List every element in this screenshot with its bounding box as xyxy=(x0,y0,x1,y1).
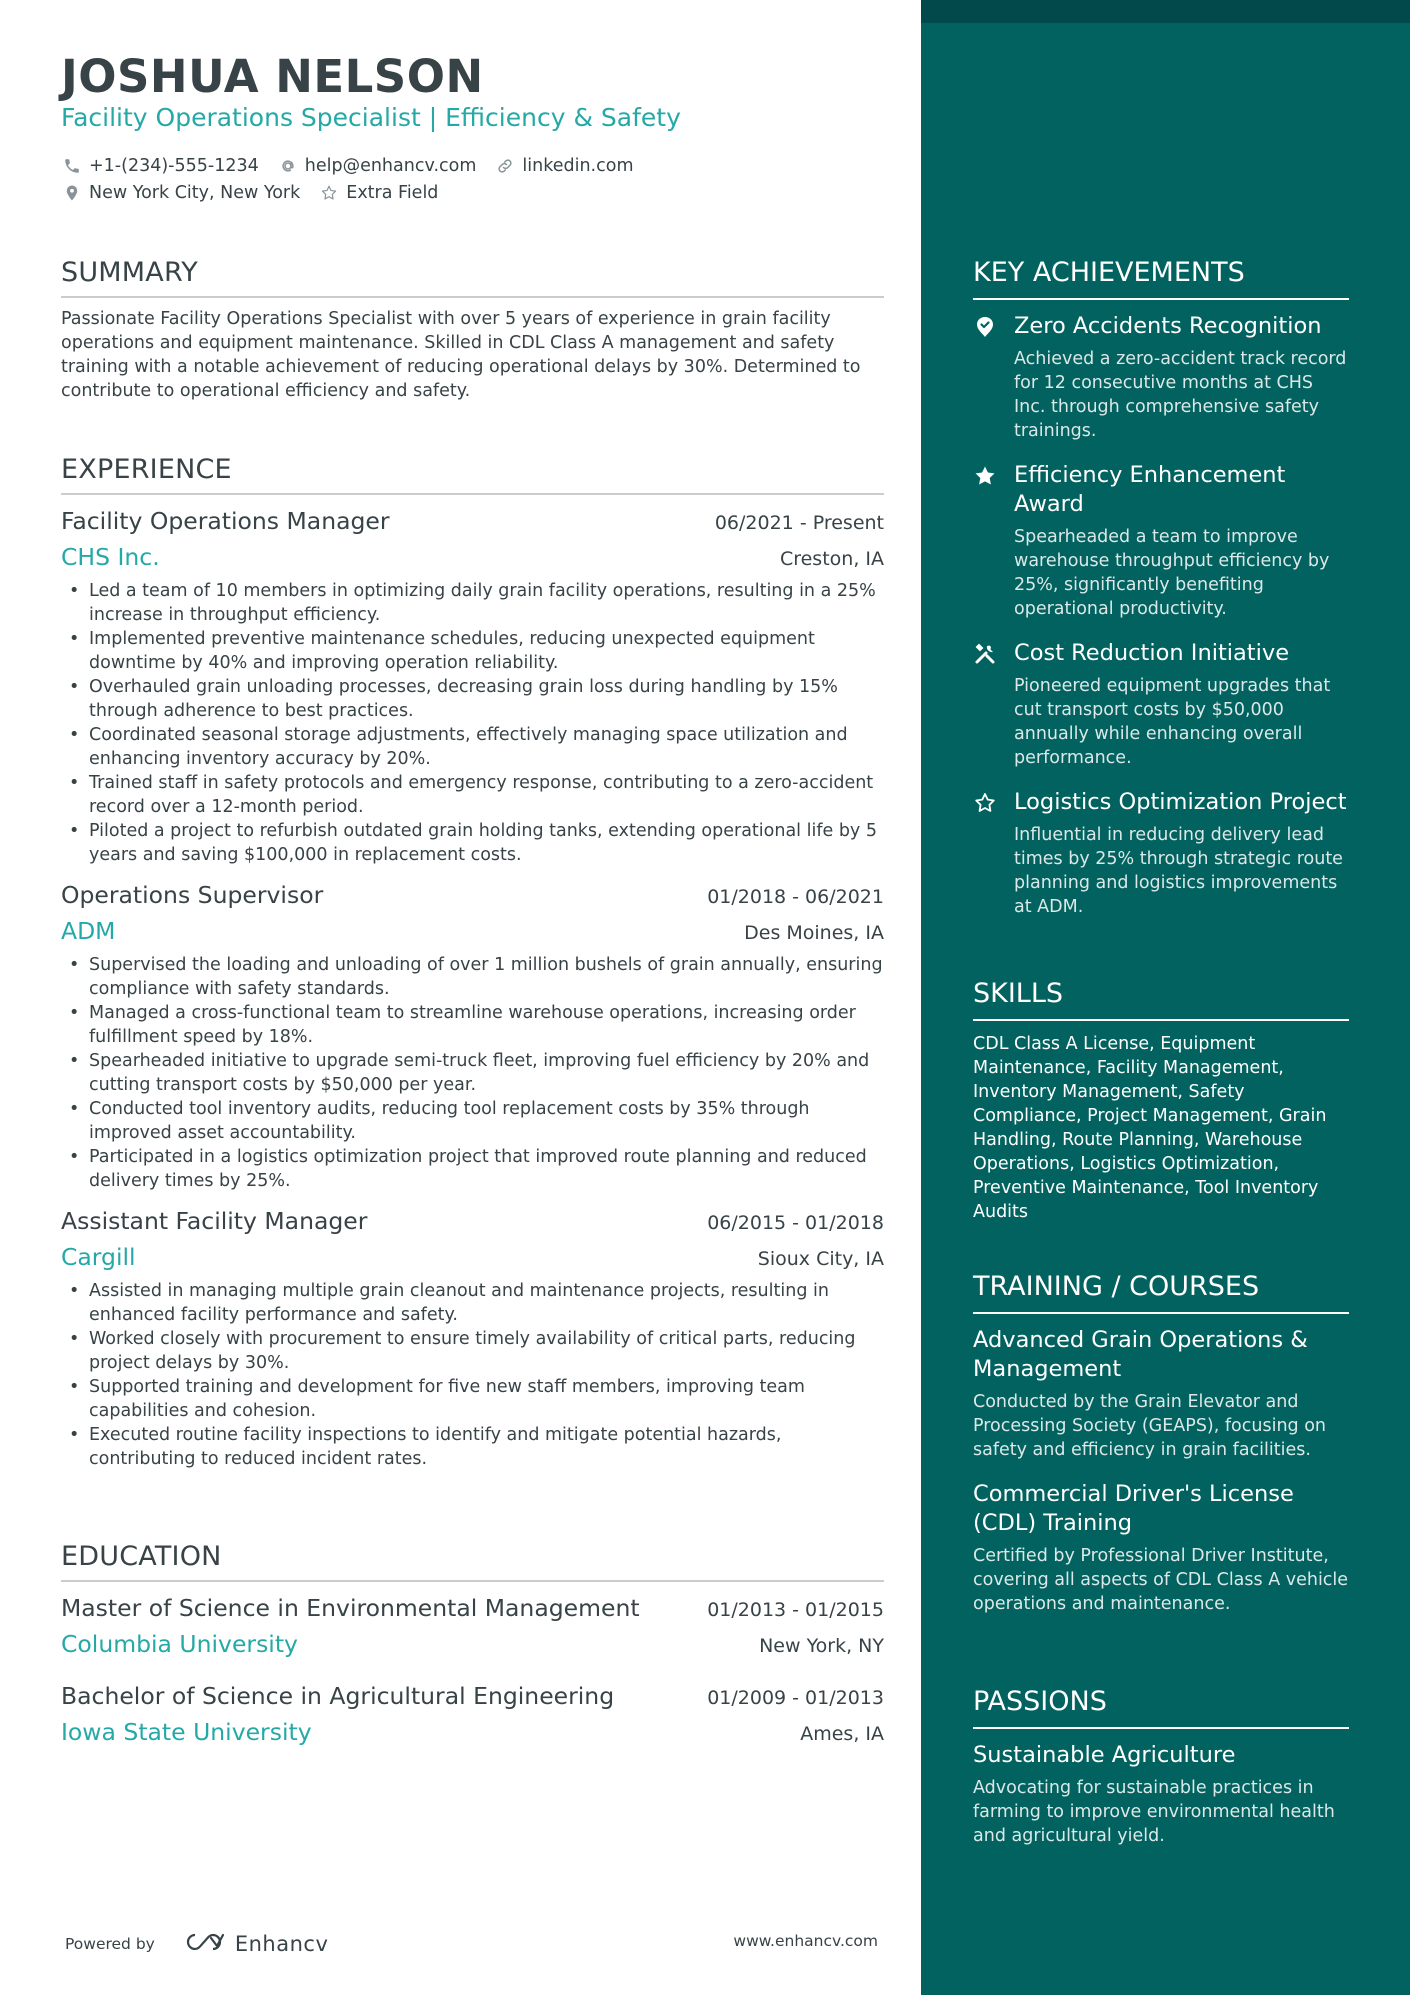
phone-text: +1-(234)-555-1234 xyxy=(89,155,259,176)
bullet-item: • Spearheaded initiative to upgrade semi-truck fleet, improving fuel efficiency by 20% and cutting transport costs by $50,000 per year. xyxy=(61,1049,884,1097)
education-date: 01/2009 - 01/2013 xyxy=(707,1687,884,1709)
shield-check-icon xyxy=(973,312,1014,443)
bullet-item: • Conducted tool inventory audits, reducing tool replacement costs by 35% through improved asset accountability. xyxy=(61,1097,884,1145)
bullet-item: • Assisted in managing multiple grain cleanout and maintenance projects, resulting in enhanced facility performance and safety. xyxy=(61,1279,884,1327)
training-title: Commercial Driver's License (CDL) Training xyxy=(973,1481,1294,1536)
bullet-item: • Coordinated seasonal storage adjustments, effectively managing space utilization and enhancing inventory accuracy by 20%. xyxy=(61,723,884,771)
star-outline-icon xyxy=(318,182,340,204)
job-location: Sioux City, IA xyxy=(757,1248,884,1270)
contact-linkedin[interactable] xyxy=(494,155,633,177)
achievement-item xyxy=(973,639,1349,770)
job-bullets xyxy=(61,1279,884,1471)
achievement-desc: Spearheaded a team to improve warehouse throughput efficiency by 25%, significantly benefiting operational productivity. xyxy=(1014,527,1330,619)
bullet-item: • Managed a cross-functional team to streamline warehouse operations, increasing order fulfillment speed by 18%. xyxy=(61,1001,884,1049)
achievement-item xyxy=(973,788,1349,919)
job-date: 06/2021 - Present xyxy=(714,512,884,534)
linkedin-link[interactable]: linkedin.com xyxy=(522,155,634,176)
education-entry xyxy=(61,1682,884,1746)
bullet-item: • Implemented preventive maintenance schedules, reducing unexpected equipment downtime by 40% and improving operation reliability. xyxy=(61,627,884,675)
bullet-item: • Overhauled grain unloading processes, decreasing grain loss during handling by 15% through adherence to best practices. xyxy=(61,675,884,723)
passion-title: Sustainable Agriculture xyxy=(973,1742,1236,1768)
extra-field-text: Extra Field xyxy=(346,182,439,203)
bullet-item: • Supervised the loading and unloading of over 1 million bushels of grain annually, ensuring compliance with safety standards. xyxy=(61,953,884,1001)
job-company: Cargill xyxy=(61,1243,136,1271)
job-entry xyxy=(61,507,884,867)
enhancv-logo[interactable] xyxy=(181,1930,329,1958)
candidate-title: Facility Operations Specialist | Efficiency & Safety xyxy=(61,103,681,132)
passion-item xyxy=(973,1741,1349,1848)
job-bullets xyxy=(61,579,884,867)
link-icon xyxy=(494,155,516,177)
job-entry xyxy=(61,881,884,1193)
job-title: Assistant Facility Manager xyxy=(61,1207,368,1235)
job-date: 06/2015 - 01/2018 xyxy=(707,1212,884,1234)
job-title: Operations Supervisor xyxy=(61,881,324,909)
achievement-desc: Achieved a zero-accident track record for 12 consecutive months at CHS Inc. through comprehensive safety trainings. xyxy=(1014,349,1347,441)
training-title: Advanced Grain Operations & Management xyxy=(973,1327,1308,1382)
school-location: New York, NY xyxy=(759,1635,884,1657)
education-section xyxy=(61,1541,884,1746)
bullet-item: • Worked closely with procurement to ensure timely availability of critical parts, reducing project delays by 30%. xyxy=(61,1327,884,1375)
job-location: Des Moines, IA xyxy=(744,922,884,944)
bullet-item: • Piloted a project to refurbish outdated grain holding tanks, extending operational life by 5 years and saving $100,000 in replacement costs. xyxy=(61,819,884,867)
email-link[interactable]: help@enhancv.com xyxy=(304,155,477,176)
bullet-item: • Led a team of 10 members in optimizing daily grain facility operations, resulting in a 25% increase in throughput efficiency. xyxy=(61,579,884,627)
section-heading: KEY ACHIEVEMENTS xyxy=(973,257,1349,300)
experience-section xyxy=(61,454,884,1471)
achievement-title: Logistics Optimization Project xyxy=(1014,789,1347,815)
passion-desc: Advocating for sustainable practices in farming to improve environmental health and agricultural yield. xyxy=(973,1778,1335,1846)
contact-extra xyxy=(318,182,438,204)
training-section xyxy=(973,1271,1349,1616)
enhancv-brand-text: Enhancv xyxy=(234,1932,329,1956)
achievements-section xyxy=(973,257,1349,919)
job-title: Facility Operations Manager xyxy=(61,507,390,535)
achievement-item xyxy=(973,312,1349,443)
bullet-item: • Supported training and development for five new staff members, improving team capabilities and cohesion. xyxy=(61,1375,884,1423)
bullet-item: • Trained staff in safety protocols and emergency response, contributing to a zero-accident record over a 12-month period. xyxy=(61,771,884,819)
location-text: New York City, New York xyxy=(89,182,301,203)
school-name: Columbia University xyxy=(61,1630,298,1658)
education-entry xyxy=(61,1594,884,1658)
location-pin-icon xyxy=(61,182,83,204)
school-location: Ames, IA xyxy=(800,1723,884,1745)
enhancv-logo-icon xyxy=(181,1930,227,1958)
summary-section xyxy=(61,257,884,403)
job-company: CHS Inc. xyxy=(61,543,160,571)
passions-section xyxy=(973,1686,1349,1848)
footer-url[interactable]: www.enhancv.com xyxy=(733,1932,878,1950)
summary-text: Passionate Facility Operations Specialist with over 5 years of experience in grain facility operations and equipment maintenance. Skilled in CDL Class A management and safety training with a notable achievement of reducing operational delays by 30%. Determined to contribute to operational efficiency and safety. xyxy=(61,309,861,401)
section-heading: EDUCATION xyxy=(61,1541,884,1582)
job-location: Creston, IA xyxy=(779,548,884,570)
candidate-name: JOSHUA NELSON xyxy=(61,50,484,103)
section-heading: TRAINING / COURSES xyxy=(973,1271,1349,1314)
star-outline-icon xyxy=(973,788,1014,919)
achievement-item xyxy=(973,461,1349,621)
achievement-title: Efficiency Enhancement Award xyxy=(1014,462,1286,517)
training-desc: Conducted by the Grain Elevator and Processing Society (GEAPS), focusing on safety and efficiency in grain facilities. xyxy=(973,1392,1327,1460)
job-company: ADM xyxy=(61,917,116,945)
training-item xyxy=(973,1326,1349,1462)
job-entry xyxy=(61,1207,884,1471)
star-filled-icon xyxy=(973,461,1014,621)
training-item xyxy=(973,1480,1349,1616)
section-heading: SUMMARY xyxy=(61,257,884,298)
section-heading: EXPERIENCE xyxy=(61,454,884,495)
powered-by-text: Powered by xyxy=(65,1935,155,1953)
section-heading: PASSIONS xyxy=(973,1686,1349,1729)
phone-icon xyxy=(61,155,83,177)
achievement-desc: Influential in reducing delivery lead times by 25% through strategic route planning and logistics improvements at ADM. xyxy=(1014,825,1343,917)
school-name: Iowa State University xyxy=(61,1718,312,1746)
training-desc: Certified by Professional Driver Institute, covering all aspects of CDL Class A vehicle operations and maintenance. xyxy=(973,1546,1349,1614)
job-date: 01/2018 - 06/2021 xyxy=(707,886,884,908)
achievement-title: Cost Reduction Initiative xyxy=(1014,640,1290,666)
education-date: 01/2013 - 01/2015 xyxy=(707,1599,884,1621)
degree-title: Bachelor of Science in Agricultural Engineering xyxy=(61,1682,615,1710)
section-heading: SKILLS xyxy=(973,978,1349,1021)
achievement-desc: Pioneered equipment upgrades that cut transport costs by $50,000 annually while enhancing overall performance. xyxy=(1014,676,1331,768)
contact-location xyxy=(61,182,300,204)
skills-section xyxy=(973,978,1349,1224)
at-sign-icon xyxy=(277,155,299,177)
contact-info xyxy=(61,152,901,206)
degree-title: Master of Science in Environmental Management xyxy=(61,1594,640,1622)
achievement-title: Zero Accidents Recognition xyxy=(1014,313,1322,339)
bullet-item: • Participated in a logistics optimization project that improved route planning and reduced delivery times by 25%. xyxy=(61,1145,884,1193)
sidebar-top-bar xyxy=(921,0,1410,23)
contact-email[interactable] xyxy=(277,155,477,177)
contact-phone xyxy=(61,155,259,177)
bullet-item: • Executed routine facility inspections to identify and mitigate potential hazards, contributing to reduced incident rates. xyxy=(61,1423,884,1471)
footer-branding xyxy=(65,1930,328,1958)
skills-text: CDL Class A License, Equipment Maintenance, Facility Management, Inventory Management, Safety Compliance, Project Management, Grain Handling, Route Planning, Warehouse Operations, Logistics Optimization, Preventive Maintenance, Tool Inventory Audits xyxy=(973,1034,1327,1222)
job-bullets xyxy=(61,953,884,1193)
tools-icon xyxy=(973,639,1014,770)
